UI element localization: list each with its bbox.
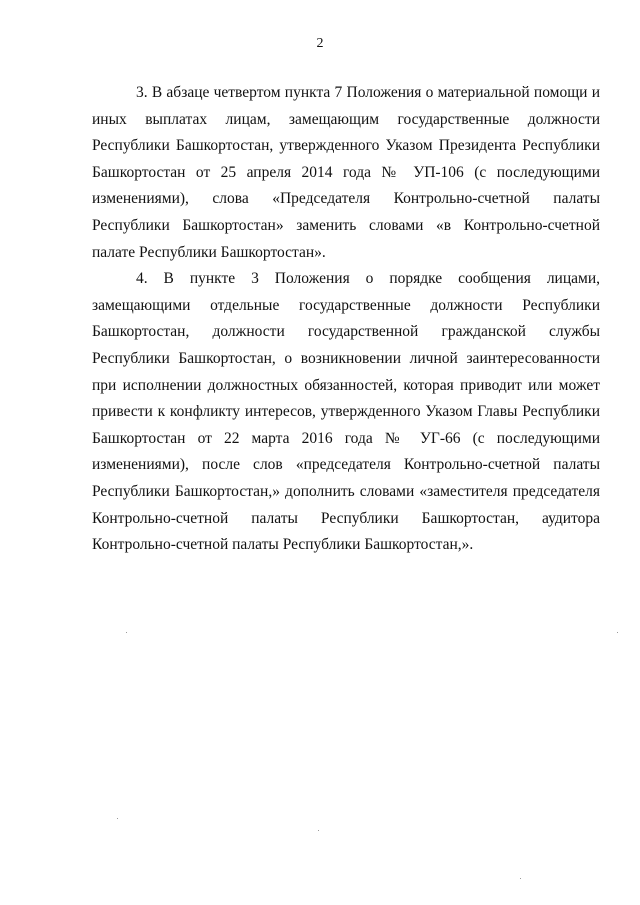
scan-speck (117, 818, 118, 819)
scan-speck (126, 632, 127, 633)
page-number: 2 (316, 36, 324, 51)
paragraph-4: 4. В пункте 3 Положения о порядке сообщения лицами, замещающими отдельные государственные должности Республики Башкортостан, должности государственной гражданской службы Республики Башкортостан, о возникновении личной заинтересованности при исполнении должностных обязанностей, которая приводит или может привести к конфликту интересов, утвержденного Указом Главы Республики Башкортостан от 22 марта 2016 года № УГ-66 (с последующими изменениями), после слов «председателя Контрольно-счетной палаты Республики Башкортостан,» дополнить словами «заместителя председателя Контрольно-счетной палаты Республики Башкортостан, аудитора Контрольно-счетной палаты Республики Башкортостан,». (92, 270, 600, 554)
scan-speck (318, 830, 319, 831)
document-body (92, 80, 600, 559)
scan-speck (520, 878, 521, 879)
scan-speck (617, 632, 618, 633)
paragraph-3: 3. В абзаце четвертом пункта 7 Положения о материальной помощи и иных выплатах лицам, замещающим государственные должности Республики Башкортостан, утвержденного Указом Президента Республики Башкортостан от 25 апреля 2014 года № УП-106 (с последующими изменениями), слова «Председателя Контрольно-счетной палаты Республики Башкортостан» заменить словами «в Контрольно-счетной палате Республики Башкортостан». (92, 84, 600, 261)
